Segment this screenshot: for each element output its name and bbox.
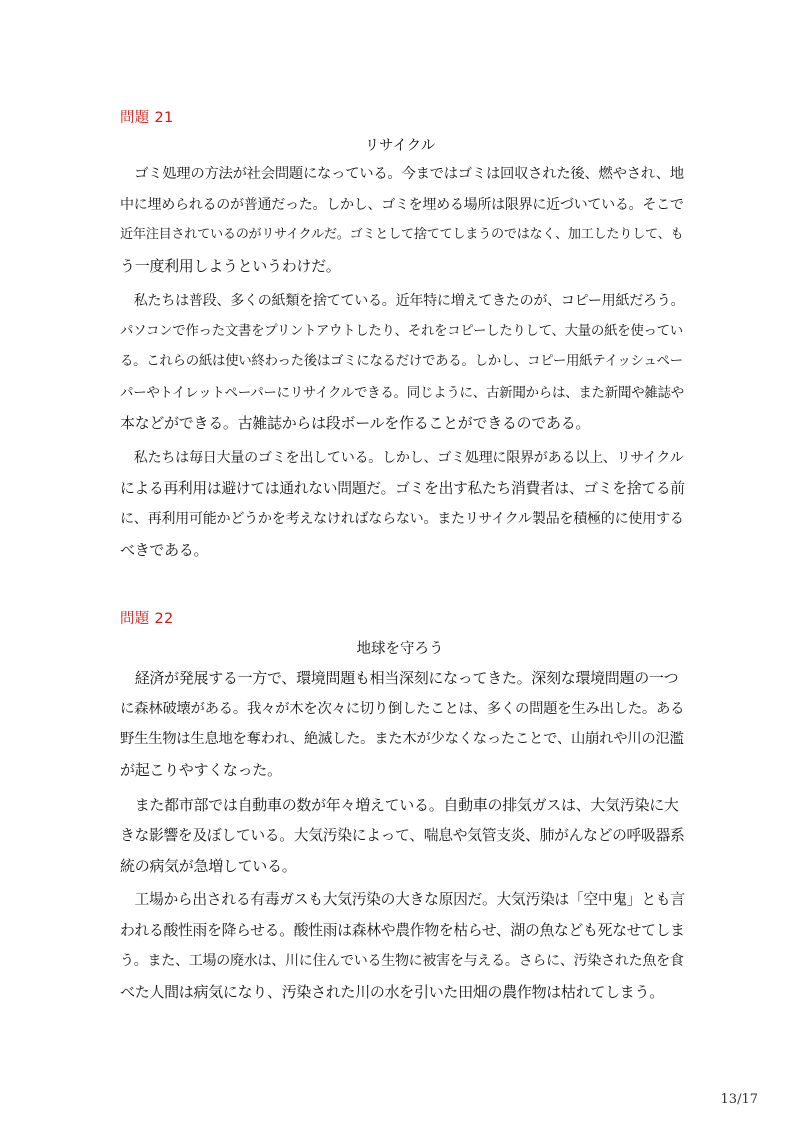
text-line: 中に埋められるのが普通だった。しかし、ゴミを埋める場所は限界に近づいている。そこで xyxy=(120,196,684,213)
text-line: 工場から出される有毒ガスも大気汚染の大きな原因だ。大気汚染は「空中鬼」とも言 xyxy=(120,891,685,908)
problem-22-paragraph-3 xyxy=(120,885,685,1007)
text-line: パソコンで作った文書をプリントアウトしたり、それをコピーしたりして、大量の紙を使ってい xyxy=(120,323,683,339)
text-line: パーやトイレットペーパーにリサイクルできる。同じように、古新聞からは、また新聞や雑誌や xyxy=(120,384,684,401)
text-line: きな影響を及ぼしている。大気汚染によって、喘息や気管支炎、肺がんなどの呼吸器系 xyxy=(120,826,685,844)
text-line: が起こりやすくなった。 xyxy=(120,760,282,779)
text-line: 本などができる。古雑誌からは段ボールを作ることができるのである。 xyxy=(120,414,591,432)
text-line: に、再利用可能かどうかを考えなければならない。またリサイクル製品を積極的に使用する xyxy=(120,511,684,527)
text-line: 私たちは毎日大量のゴミを出している。しかし、ゴミ処理に限界がある以上、リサイクル xyxy=(120,450,684,466)
text-line: 野生生物は生息地を奪われ、絶滅した。また木が少なくなったことで、山崩れや川の氾濫 xyxy=(120,731,684,747)
text-line: べた人間は病気になり、汚染された川の水を引いた田畑の農作物は枯れてしまう。 xyxy=(120,982,664,1001)
text-line: われる酸性雨を降らせる。酸性雨は森林や農作物を枯らせ、湖の魚なども死なせてしま xyxy=(120,921,685,939)
text-line: 統の病気が急増している。 xyxy=(120,857,297,875)
text-line: に森林破壊がある。我々が木を次々に切り倒したことは、多くの問題を生み出した。ある xyxy=(120,700,685,717)
problem-22-title: 地球を守ろう xyxy=(356,641,444,657)
problem-22-paragraph-2 xyxy=(120,790,685,882)
text-line: 経済が発展する一方で、環境問題も相当深刻になってきた。深刻な環境問題の一つ xyxy=(120,669,679,687)
problem-21-title: リサイクル xyxy=(364,138,436,154)
problem-21-paragraph-3 xyxy=(120,443,685,565)
problem-21-paragraph-2 xyxy=(120,286,685,439)
text-line: べきである。 xyxy=(120,540,209,559)
text-line: また都市部では自動車の数が年々増えている。自動車の排気ガスは、大気汚染に大 xyxy=(120,796,679,814)
text-line: る。これらの紙は使い終わった後はゴミになるだけである。しかし、コピー用紙テイッシュペー xyxy=(120,354,683,369)
problem-21-paragraph-1 xyxy=(120,159,685,281)
problem-22-label: 問題 22 xyxy=(120,611,174,627)
page-number: 13/17 xyxy=(720,1092,758,1107)
text-line: 私たちは普段、多くの紙類を捨てている。近年特に増えてきたのが、コピー用紙だろう。 xyxy=(120,293,685,309)
text-line: による再利用は避けては通れない問題だ。ゴミを出す私たち消費者は、ゴミを捨てる前 xyxy=(120,479,685,497)
text-line: う。また、工場の廃水は、川に住んでいる生物に被害を与える。さらに、汚染された魚を食 xyxy=(120,953,684,969)
text-line: う一度利用しようというわけだ。 xyxy=(120,256,341,275)
text-line: 近年注目されているのがリサイクルだ。ゴミとして捨ててしまうのではなく、加工したりして、も xyxy=(120,227,684,242)
text-line: ゴミ処理の方法が社会問題になっている。今まではゴミは回収された後、燃やされ、地 xyxy=(120,166,684,182)
problem-21-label: 問題 21 xyxy=(120,110,174,126)
problem-22-paragraph-1 xyxy=(120,663,685,785)
